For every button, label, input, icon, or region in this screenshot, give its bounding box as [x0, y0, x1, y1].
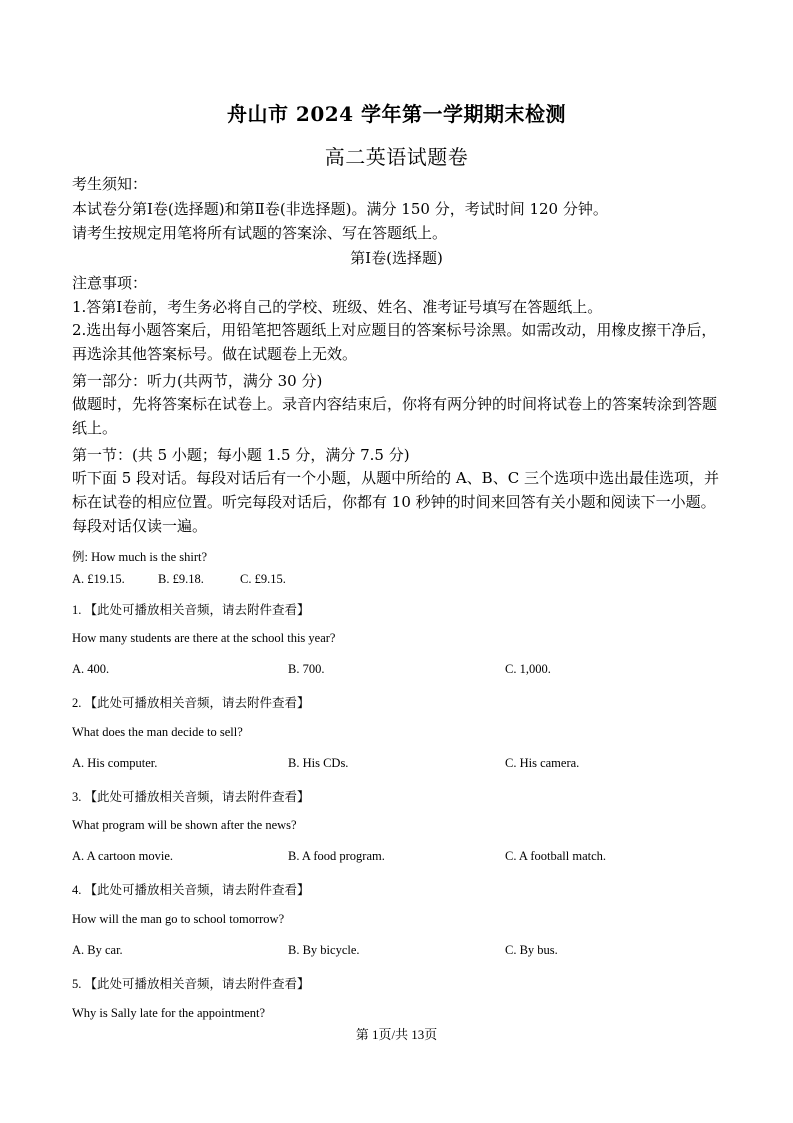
question-text: Why is Sally late for the appointment?: [72, 1006, 266, 1020]
notice-line-2: 请考生按规定用笔将所有试题的答案涂、写在答题纸上。: [72, 224, 448, 242]
audio-prompt: 4. 【此处可播放相关音频，请去附件查看】: [72, 883, 310, 897]
audio-prompt: 1. 【此处可播放相关音频，请去附件查看】: [72, 603, 310, 617]
exam-title: 舟山市 2024 学年第一学期期末检测: [226, 102, 567, 126]
question-text: What does the man decide to sell?: [72, 725, 243, 739]
option-a: A. By car.: [72, 943, 123, 957]
question-text: What program will be shown after the news?: [72, 818, 297, 832]
attention-item-2: 2.选出每小题答案后，用铅笔把答题纸上对应题目的答案标号涂黑。如需改动，用橡皮擦干净后，再选涂其他答案标号。做在试题卷上无效。: [72, 321, 717, 363]
notice-label: 考生须知：: [72, 175, 148, 193]
option-b: B. A food program.: [288, 849, 385, 863]
section1-heading: 第一节：(共 5 小题；每小题 1.5 分，满分 7.5 分): [72, 446, 410, 464]
attention-label: 注意事项：: [72, 274, 148, 292]
example-option-a: A. £19.15.: [72, 572, 125, 586]
part1-instructions: 做题时，先将答案标在试卷上。录音内容结束后，你将有两分钟的时间将试卷上的答案转涂到答题纸上。: [72, 395, 718, 437]
option-b: B. By bicycle.: [288, 943, 360, 957]
option-c: C. 1,000.: [505, 662, 551, 676]
page-number: 第 1页/共 13页: [355, 1027, 438, 1042]
option-c: C. By bus.: [505, 943, 558, 957]
volume-heading: 第Ⅰ卷(选择题): [350, 249, 443, 267]
option-a: A. A cartoon movie.: [72, 849, 174, 863]
audio-prompt: 2. 【此处可播放相关音频，请去附件查看】: [72, 696, 310, 710]
attention-item-1: 1.答第Ⅰ卷前，考生务必将自己的学校、班级、姓名、准考证号填写在答题纸上。: [72, 298, 603, 316]
option-c: C. A football match.: [505, 849, 607, 863]
question-text: How many students are there at the school this year?: [72, 631, 336, 645]
notice-line-1: 本试卷分第Ⅰ卷(选择题)和第Ⅱ卷(非选择题)。满分 150 分，考试时间 120 分钟。: [72, 200, 608, 218]
audio-prompt: 3. 【此处可播放相关音频，请去附件查看】: [72, 790, 310, 804]
exam-subtitle: 高二英语试题卷: [324, 145, 469, 169]
question-text: How will the man go to school tomorrow?: [72, 912, 285, 926]
audio-prompt: 5. 【此处可播放相关音频，请去附件查看】: [72, 977, 310, 991]
option-a: A. His computer.: [72, 756, 158, 770]
part1-heading: 第一部分：听力(共两节，满分 30 分): [72, 372, 323, 390]
example-question: 例: How much is the shirt?: [72, 550, 208, 564]
option-a: A. 400.: [72, 662, 110, 676]
section1-instructions: 听下面 5 段对话。每段对话后有一个小题，从题中所给的 A、B、C 三个选项中选出最佳选项，并标在试卷的相应位置。听完每段对话后，你都有 10 秒钟的时间来回答有关小题和阅读下一小题。每段对话仅读一遍。: [72, 469, 719, 535]
example-option-b: B. £9.18.: [158, 572, 204, 586]
option-b: B. 700.: [288, 662, 325, 676]
example-option-c: C. £9.15.: [240, 572, 286, 586]
option-b: B. His CDs.: [288, 756, 349, 770]
option-c: C. His camera.: [505, 756, 580, 770]
